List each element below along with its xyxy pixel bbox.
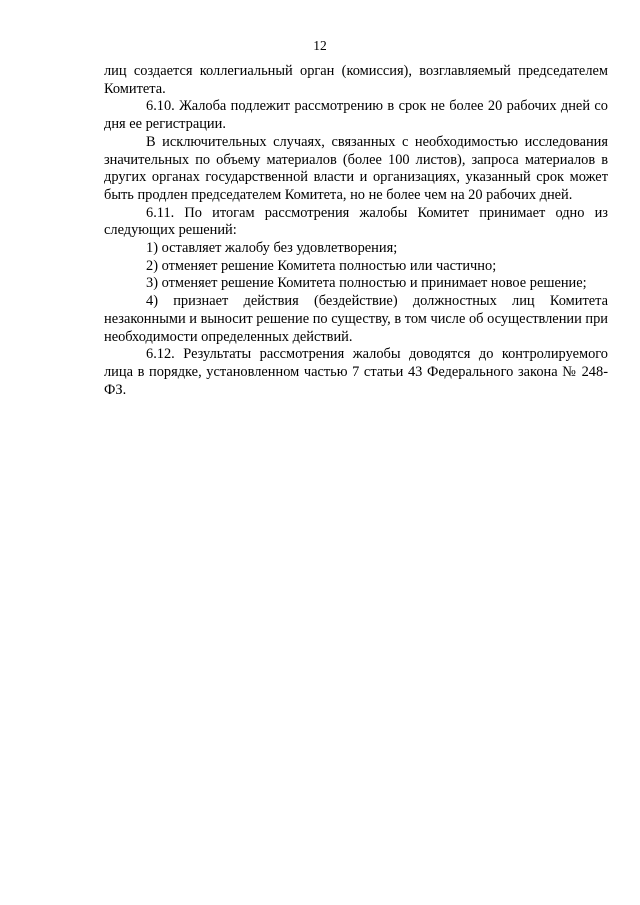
paragraph-6-11: 6.11. По итогам рассмотрения жалобы Комитет принимает одно из следующих решений:	[104, 204, 608, 239]
paragraph-6-10: 6.10. Жалоба подлежит рассмотрению в срок не более 20 рабочих дней со дня ее регистрации.	[104, 98, 608, 133]
page-number: 12	[313, 38, 327, 53]
decision-item-4: 4) признает действия (бездействие) должностных лиц Комитета незаконными и выносит решение по существу, в том числе об осуществлении при необходимости определенных действий.	[104, 293, 608, 345]
decision-item-1: 1) оставляет жалобу без удовлетворения;	[146, 240, 398, 257]
paragraph-continuation: лиц создается коллегиальный орган (комиссия), возглавляемый председателем Комитета.	[104, 63, 608, 97]
decision-item-3: 3) отменяет решение Комитета полностью и принимает новое решение;	[146, 275, 587, 292]
paragraph-exceptional-cases: В исключительных случаях, связанных с необходимостью исследования значительных по объему материалов (более 100 листов), запроса материалов в других органах государственной власти и организациях, указанный срок может быть продлен председателем Комитета, но не более чем на 20 рабочих дней.	[104, 133, 608, 203]
document-body	[104, 63, 608, 399]
decision-item-2: 2) отменяет решение Комитета полностью или частично;	[146, 257, 497, 274]
paragraph-6-12: 6.12. Результаты рассмотрения жалобы доводятся до контролируемого лица в порядке, установленном частью 7 статьи 43 Федерального закона № 248-ФЗ.	[104, 346, 608, 398]
